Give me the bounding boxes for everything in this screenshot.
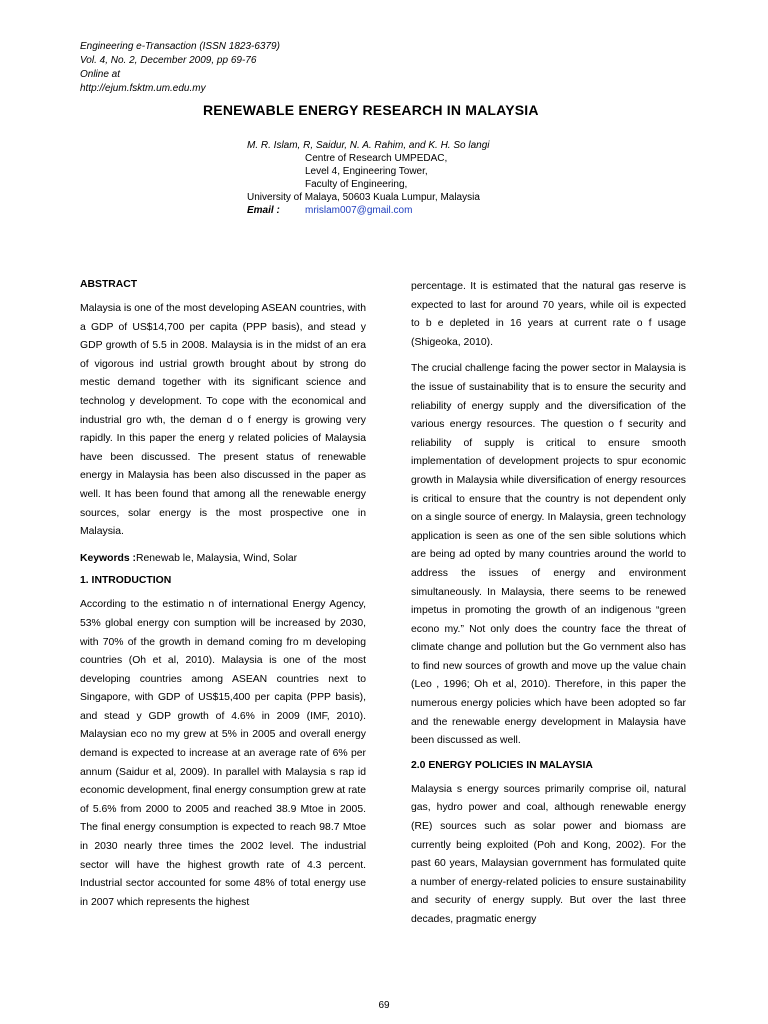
email-link[interactable]: mrislam007@gmail.com (305, 205, 413, 216)
affiliation-faculty: Faculty of Engineering, (305, 179, 408, 190)
paragraph-challenge: The crucial challenge facing the power sector in Malaysia is the issue of sustainability that is to ensure the security and reliability of energy supply and the diversification of the various energy resources. The question o f security and reliability of supply is critical to ensure smooth implementation of development projects to spur economic growth in Malaysia while diversification of energy resources is critical to ensure that the country is not dependent only on a single source of energy. In Malaysia, green technology application is seen as one of the sen sible solutions which are being ad opted by many countries around the world to address the issues of energy and environment simultaneously. In Malaysia, there seems to be renewed impetus in promoting the growth of an indigenous “green econo my.” Not only does the country face the threat of climate change and pollution but the Go vernment also has to find new sources of growth and move up the value chain (Leo , 1996; Oh et al, 2010). Therefore, in this paper the numerous energy policies which have been adopted so far and the renewable energy development in Malaysia have been discussed as well. (411, 363, 686, 747)
paper-authors: M. R. Islam, R, Saidur, N. A. Rahim, and K. H. So langi (247, 140, 490, 151)
email-label: Email : (247, 205, 280, 216)
paragraph-reserves: percentage. It is estimated that the natural gas reserve is expected to last for around 70 years, while oil is expected to b e depleted in 16 years at current rate o f usage (Shigeoka, 2010). (411, 281, 686, 348)
journal-url[interactable]: http://ejum.fsktm.um.edu.my (80, 83, 206, 94)
section-2-heading: 2.0 ENERGY POLICIES IN MALAYSIA (411, 759, 593, 771)
keywords-row (80, 550, 366, 569)
journal-line-3: Online at (80, 69, 121, 80)
keywords-label: Keywords : (80, 552, 137, 564)
journal-info (80, 40, 295, 96)
page-number: 69 (378, 1000, 390, 1011)
paper-title: RENEWABLE ENERGY RESEARCH IN MALAYSIA (203, 102, 539, 118)
journal-line-1: Engineering e-Transaction (ISSN 1823-6379) (80, 41, 280, 52)
keywords-value: Renewab le, Malaysia, Wind, Solar (136, 552, 298, 564)
left-column (80, 278, 366, 920)
right-column (411, 278, 686, 938)
affiliation-centre: Centre of Research UMPEDAC, (305, 153, 448, 164)
journal-line-2: Vol. 4, No. 2, December 2009, pp 69-76 (80, 55, 257, 66)
abstract-text: Malaysia is one of the most developing ASEAN countries, with a GDP of US$14,700 per capita (PPP basis), and stead y GDP growth of 5.5 in 2008. Malaysia is in the midst of an era of vigorous ind ustrial growth brought about by strong do mestic demand together with its significant science and technolog y development. To cope with the economical and industrial gro wth, the deman d o f energy is growing very rapidly. In this paper the energ y related policies of Malaysia have been discussed. The present status of renewable energy in Malaysia has been also discussed in the paper as well. It has been found that among all the renewable energy sources, solar energy is the most prospective one in Malaysia. (80, 303, 366, 538)
introduction-paragraph: According to the estimatio n of international Energy Agency, 53% global energy con sumption will be increased by 2030, with 70% of the growth in demand coming fro m developing countries (Oh et al, 2010). Malaysia is one of the most developing countries among ASEAN countries next to Singapore, with GDP of US$15,400 per capita (PPP basis), and stead y GDP growth of 4.6% in 2009 (IMF, 2010). Malaysian eco no my grew at 5% in 2005 and overall energy demand is expected to increase at an average rate of 6% per annum (Saidur et al, 2009). In parallel with Malaysia s rap id economic development, final energy consumption grew at rate of 5.6% from 2000 to 2005 and reached 38.9 Mtoe in 2005. The final energy consumption is expected to reach 98.7 Mtoe in 2030 nearly three times the 2002 level. The industrial sector will have the highest growth rate of 4.3 percent. Industrial sector accounted for some 48% of total energy use in 2007 which represents the highest (80, 599, 366, 908)
abstract-heading: ABSTRACT (80, 279, 138, 290)
affiliation-block (247, 152, 509, 217)
paragraph-energy-sources: Malaysia s energy sources primarily comprise oil, natural gas, hydro power and coal, although renewable energy (RE) sources such as solar power and biomass are currently being exploited (Poh and Kong, 2002). For the past 60 years, Malaysian government has formulated quite a number of energy-related policies to ensure sustainability and security of energy supply. But over the last three decades, pragmatic energy (411, 783, 686, 925)
introduction-heading: 1. INTRODUCTION (80, 575, 172, 587)
affiliation-level: Level 4, Engineering Tower, (305, 166, 428, 177)
affiliation-university: University of Malaya, 50603 Kuala Lumpur, Malaysia (247, 192, 480, 203)
